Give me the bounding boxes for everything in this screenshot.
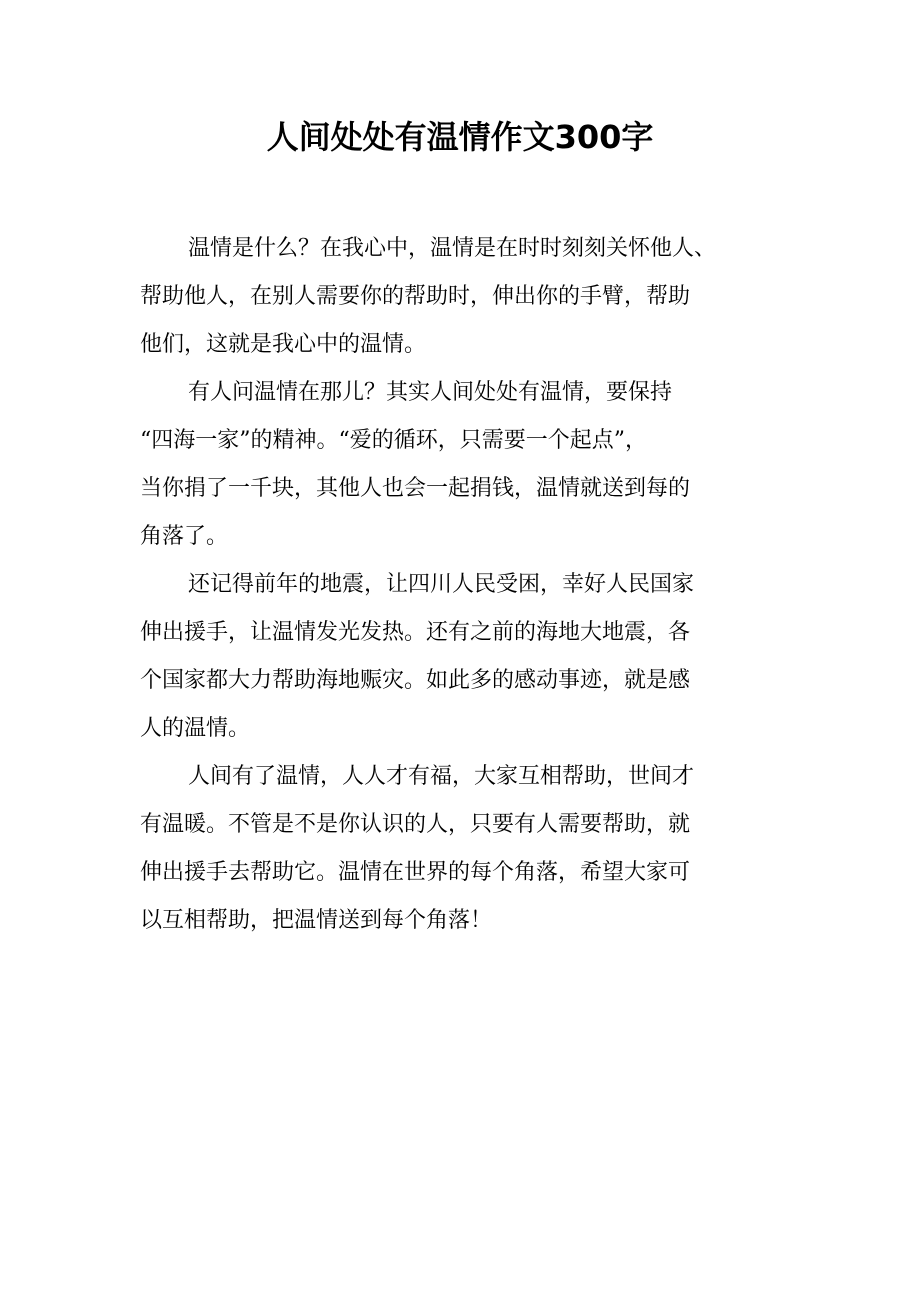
- text-line: 以互相帮助，把温情送到每个角落！: [140, 908, 493, 933]
- document-body: [140, 225, 772, 945]
- text-line: 帮助他人，在别人需要你的帮助时，伸出你的手臂，帮助: [140, 284, 691, 309]
- document-title: 人间处处有温情作文300字: [266, 118, 654, 156]
- text-line: 有人问温情在那儿？其实人间处处有温情，要保持: [188, 380, 673, 405]
- text-line: 温情是什么？在我心中，温情是在时时刻刻关怀他人、: [188, 236, 717, 261]
- text-line: 人的温情。: [140, 716, 251, 741]
- text-line: 当你捐了一千块，其他人也会一起捐钱，温情就送到每的: [140, 476, 691, 501]
- paragraph-1: [140, 225, 772, 369]
- text-line: “四海一家”的精神。“爱的循环，只需要一个起点”，: [140, 428, 647, 453]
- text-line: 还记得前年的地震，让四川人民受困，幸好人民国家: [188, 572, 695, 597]
- text-line: 伸出援手，让温情发光发热。还有之前的海地大地震，各: [140, 620, 691, 645]
- text-line: 他们，这就是我心中的温情。: [140, 332, 427, 357]
- text-line: 人间有了温情，人人才有福，大家互相帮助，世间才: [188, 764, 695, 789]
- paragraph-4: [140, 753, 772, 945]
- text-line: 伸出援手去帮助它。温情在世界的每个角落，希望大家可: [140, 860, 691, 885]
- paragraph-3: [140, 561, 772, 753]
- text-line: 个国家都大力帮助海地赈灾。如此多的感动事迹，就是感: [140, 668, 691, 693]
- text-line: 角落了。: [140, 524, 229, 549]
- text-line: 有温暖。不管是不是你认识的人，只要有人需要帮助，就: [140, 812, 691, 837]
- paragraph-2: [140, 369, 772, 561]
